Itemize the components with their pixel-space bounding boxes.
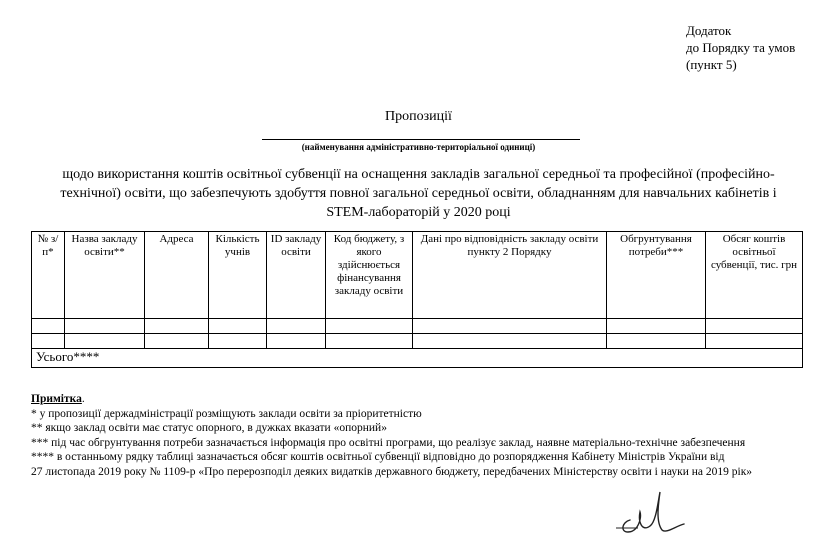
table-cell (706, 334, 803, 349)
column-header: Дані про відповідність закладу освіти пункту 2 Порядку (413, 232, 607, 319)
total-row (32, 349, 803, 368)
addendum-line: (пункт 5) (686, 57, 737, 72)
table-cell (32, 319, 65, 334)
table-cell (326, 334, 413, 349)
column-header: Адреса (145, 232, 209, 319)
column-header: Обгрунтування потреби*** (607, 232, 706, 319)
column-header: Кількість учнів (209, 232, 267, 319)
notes-title: Примітка (31, 393, 82, 405)
note-item: **** в останньому рядку таблиці зазначається обсяг коштів освітньої субвенції відповідно до розпорядження Кабінету Міністрів України від (31, 451, 725, 464)
note-item: *** під час обгрунтування потреби зазначається інформація про освітні програми, що реалізує заклад, наявне матеріально-технічне забезпечення (31, 436, 746, 449)
table-cell (65, 334, 145, 349)
table-cell (706, 319, 803, 334)
column-header: ID закладу освіти (267, 232, 326, 319)
proposals-table (31, 231, 803, 368)
addendum-block (686, 22, 795, 73)
table-cell (413, 319, 607, 334)
notes-block: Примітка. * у пропозиції держадміністрації розміщують заклади освіти за пріоритетністю ** якщо заклад освіти має статус опорного, в дужках вказати «опорний» *** під час обгрунтування потреби зазначається інформація про освітні програми, що реалізує заклад, наявне матеріально-технічне забезпечення **** в останньому рядку таблиці зазначається обсяг коштів освітньої субвенції відповідно до розпорядження Кабінету Міністрів України від 27 листопада 2019 року № 1109-р «Про перерозподіл деяких видатків державного бюджету, передбачених Міністерству освіти і науки на 2019 рік» (31, 392, 821, 480)
table-cell (607, 319, 706, 334)
table-cell (607, 334, 706, 349)
table-cell (32, 334, 65, 349)
table-cell (209, 319, 267, 334)
table-cell (65, 319, 145, 334)
purpose-line: щодо використання коштів освітньої субвенції на оснащення закладів загальної середньої та професійної (професійно- (62, 167, 775, 182)
table-cell (209, 334, 267, 349)
purpose-line: STEM-лабораторій у 2020 році (326, 205, 511, 220)
addendum-line: Додаток (686, 23, 732, 38)
column-header: Назва закладу освіти** (65, 232, 145, 319)
table-cell (326, 319, 413, 334)
table-row (32, 334, 803, 349)
admin-unit-caption: (найменування адміністративно-територіальної одиниці) (301, 142, 536, 152)
table-row (32, 319, 803, 334)
note-item: ** якщо заклад освіти має статус опорного, в дужках вказати «опорний» (31, 422, 387, 435)
column-header: Обсяг коштів освітньої субвенції, тис. грн (706, 232, 803, 319)
purpose-line: технічної) освіти, що забезпечують здобуття повної загальної середньої освіти, обладнанням для навчальних кабінетів і (60, 186, 777, 201)
purpose-text (40, 165, 797, 222)
admin-unit-blank-line (262, 139, 580, 140)
total-label: Усього**** (32, 349, 803, 368)
note-item: * у пропозиції держадміністрації розміщують заклади освіти за пріоритетністю (31, 407, 422, 420)
table-cell (267, 319, 326, 334)
addendum-line: до Порядку та умов (686, 40, 796, 55)
column-header: № з/п* (32, 232, 65, 319)
document-title: Пропозиції (385, 109, 452, 124)
table-cell (267, 334, 326, 349)
column-header: Код бюджету, з якого здійснюється фінансування закладу освіти (326, 232, 413, 319)
note-item: 27 листопада 2019 року № 1109-р «Про перерозподіл деяких видатків державного бюджету, передбачених Міністерству освіти і науки на 2019 рік» (31, 465, 753, 478)
table-cell (413, 334, 607, 349)
table-cell (145, 319, 209, 334)
signature-icon (612, 482, 702, 540)
table-cell (145, 334, 209, 349)
table-header-row (32, 232, 803, 319)
